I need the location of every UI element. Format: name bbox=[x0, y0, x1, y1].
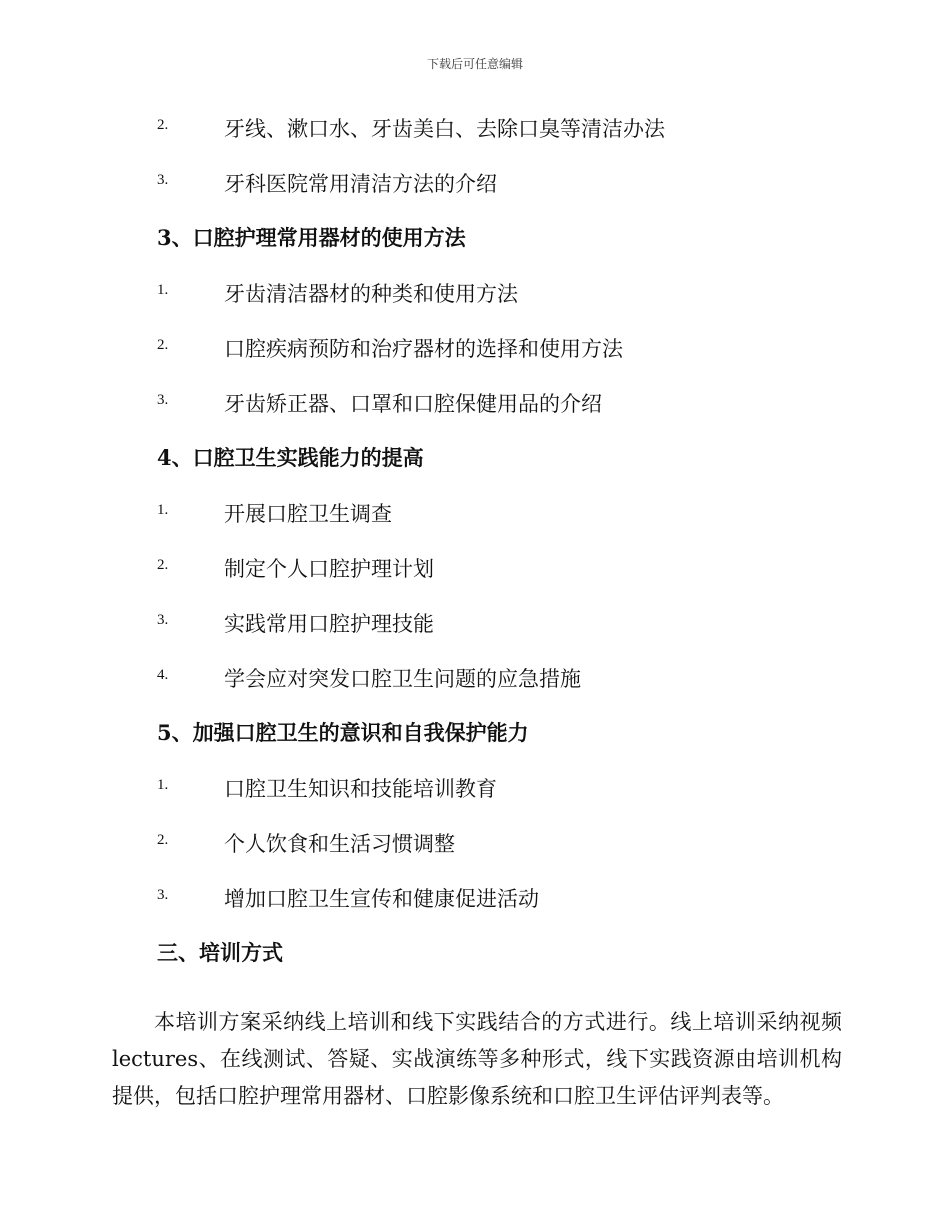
list-number: 3. bbox=[157, 172, 169, 188]
list-item bbox=[0, 650, 950, 705]
list-item bbox=[0, 870, 950, 925]
list-item bbox=[0, 760, 950, 815]
list-text: 实践常用口腔护理技能 bbox=[224, 612, 434, 636]
list-text: 口腔疾病预防和治疗器材的选择和使用方法 bbox=[224, 337, 623, 361]
section-heading-text: 5、加强口腔卫生的意识和自我保护能力 bbox=[157, 720, 529, 745]
list-item bbox=[0, 815, 950, 870]
list-number: 2. bbox=[157, 557, 169, 573]
list-text: 口腔卫生知识和技能培训教育 bbox=[224, 777, 497, 801]
section-heading-text: 三、培训方式 bbox=[157, 940, 283, 965]
list-item bbox=[0, 540, 950, 595]
list-number: 1. bbox=[157, 777, 169, 793]
list-item bbox=[0, 485, 950, 540]
section-heading-text: 3、口腔护理常用器材的使用方法 bbox=[157, 225, 466, 250]
list-item bbox=[0, 320, 950, 375]
section-heading bbox=[0, 705, 950, 760]
list-number: 3. bbox=[157, 887, 169, 903]
list-text: 制定个人口腔护理计划 bbox=[224, 557, 434, 581]
list-item bbox=[0, 155, 950, 210]
list-text: 个人饮食和生活习惯调整 bbox=[224, 832, 455, 856]
list-text: 增加口腔卫生宣传和健康促进活动 bbox=[224, 887, 539, 911]
body-paragraph: 本培训方案采纳线上培训和线下实践结合的方式进行。线上培训采纳视频lectures、在线测试、答疑、实战演练等多种形式，线下实践资源由培训机构提供，包括口腔护理常用器材、口腔影像系统和口腔卫生评估评判表等。 bbox=[112, 1010, 842, 1108]
section-heading bbox=[0, 430, 950, 485]
list-text: 牙线、漱口水、牙齿美白、去除口臭等清洁办法 bbox=[224, 117, 665, 141]
list-number: 1. bbox=[157, 502, 169, 518]
section-heading bbox=[0, 210, 950, 265]
document-body bbox=[0, 100, 950, 980]
page-header: 下载后可任意编辑 bbox=[426, 57, 523, 71]
section-heading bbox=[0, 925, 950, 980]
list-number: 1. bbox=[157, 282, 169, 298]
list-item bbox=[0, 265, 950, 320]
list-number: 3. bbox=[157, 612, 169, 628]
list-number: 4. bbox=[157, 667, 169, 683]
list-text: 开展口腔卫生调查 bbox=[224, 502, 392, 526]
list-number: 2. bbox=[157, 117, 169, 133]
list-text: 学会应对突发口腔卫生问题的应急措施 bbox=[224, 667, 581, 691]
list-number: 3. bbox=[157, 392, 169, 408]
section-heading-text: 4、口腔卫生实践能力的提高 bbox=[157, 445, 424, 470]
list-text: 牙科医院常用清洁方法的介绍 bbox=[224, 172, 497, 196]
list-number: 2. bbox=[157, 832, 169, 848]
list-item bbox=[0, 375, 950, 430]
list-number: 2. bbox=[157, 337, 169, 353]
list-text: 牙齿清洁器材的种类和使用方法 bbox=[224, 282, 518, 306]
list-text: 牙齿矫正器、口罩和口腔保健用品的介绍 bbox=[224, 392, 602, 416]
list-item bbox=[0, 595, 950, 650]
list-item bbox=[0, 100, 950, 155]
